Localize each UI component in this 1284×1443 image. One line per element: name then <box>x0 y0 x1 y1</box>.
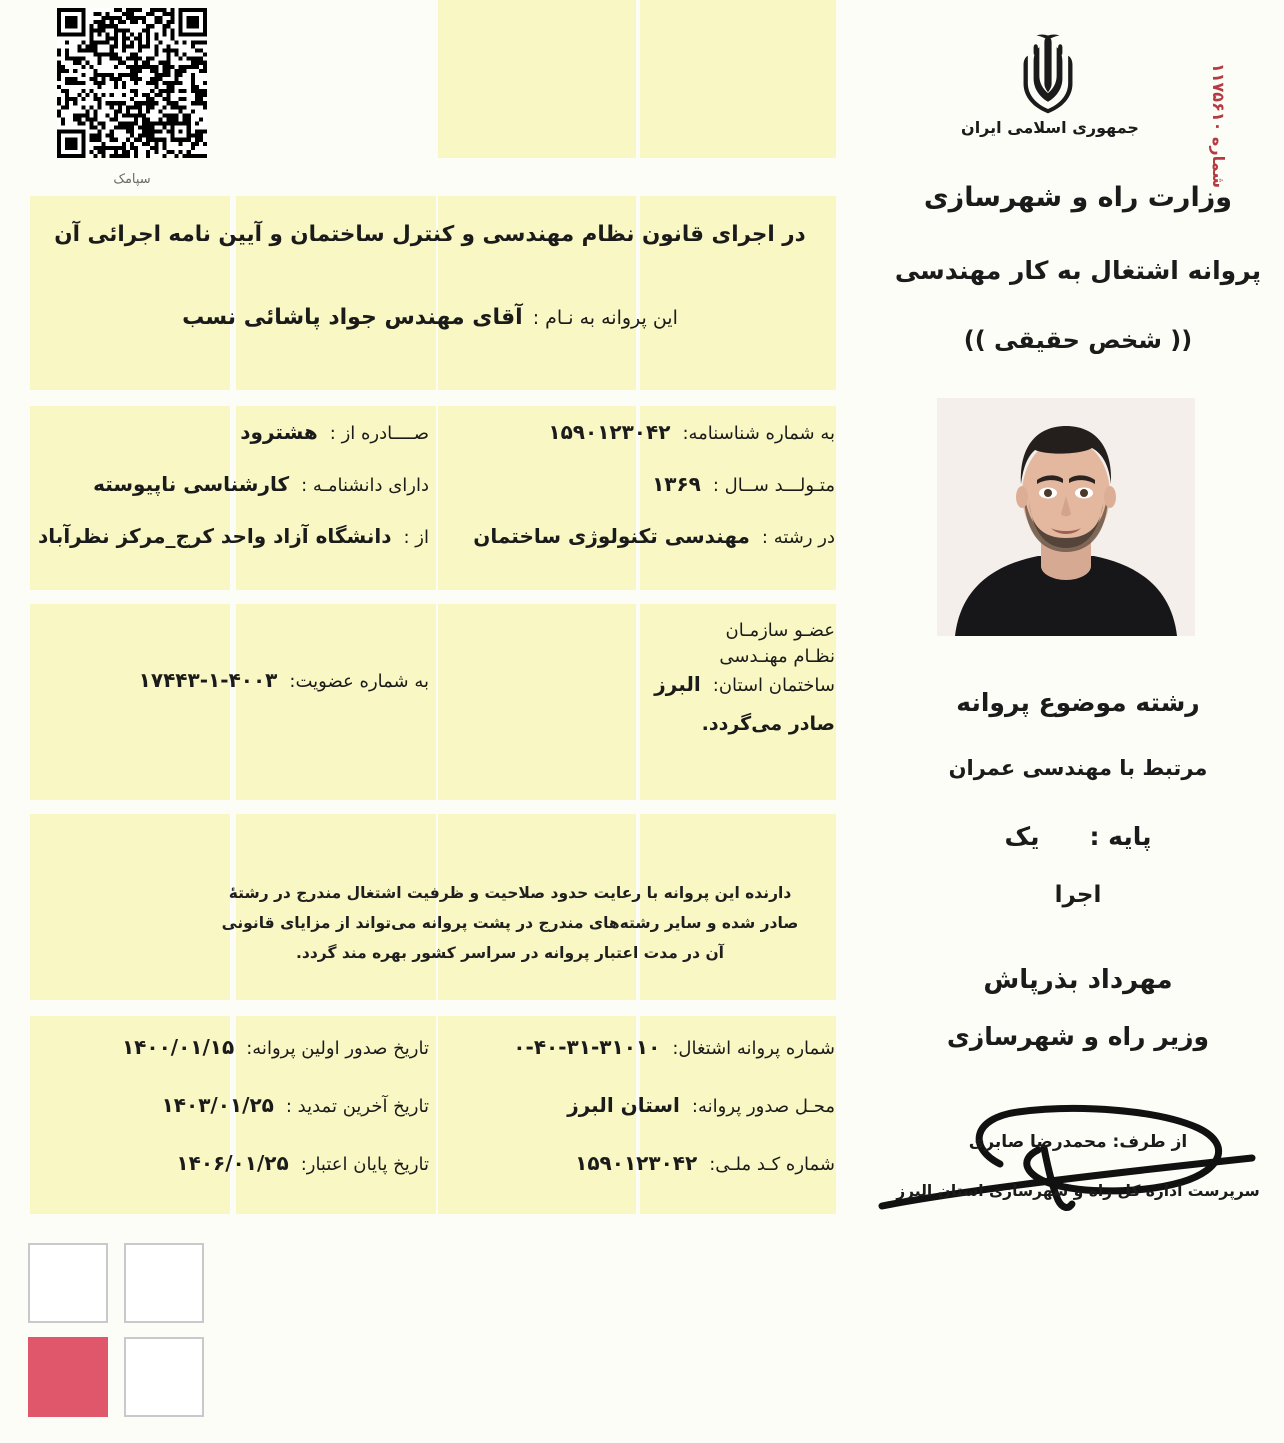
field-national-code <box>575 1151 835 1175</box>
field-issued-from <box>240 420 429 444</box>
ministry-title: وزارت راه و شهرسازی <box>923 182 1233 213</box>
document-subtitle: (( شخص حقیقی )) <box>963 326 1193 354</box>
issued-from-label: صــــادره از : <box>329 423 429 444</box>
degree-label: دارای دانشنامـه : <box>301 475 429 496</box>
membership-province-value: البرز <box>654 672 701 697</box>
watermark-cell <box>438 0 636 158</box>
document-title: پروانه اشتغال به کار مهندسی <box>894 256 1262 285</box>
signer-role: سرپرست اداره کل راه و شهرسازی استان البرز <box>896 1182 1260 1200</box>
swatch-top-right <box>124 1243 204 1323</box>
holder-photo <box>937 398 1195 636</box>
serial-number: شماره ۱۱۷۵۶۱۰ <box>1209 62 1228 188</box>
minister-role: وزیر راه و شهرسازی <box>946 1022 1210 1051</box>
watermark-cell <box>30 814 230 1000</box>
national-code-label: شماره کـد ملـی: <box>709 1154 835 1175</box>
study-field-label: در رشته : <box>761 527 835 548</box>
issued-from-value: هشترود <box>240 420 318 444</box>
swatch-top-left <box>28 1243 108 1323</box>
qr-code <box>57 8 207 158</box>
field-expiry-date <box>176 1151 429 1175</box>
watermark-cell <box>640 0 836 158</box>
qr-caption: سپامک <box>113 172 151 187</box>
first-issue-date-value: ۱۴۰۰/۰۱/۱۵ <box>121 1035 235 1059</box>
membership-province-label: ساختمان استان: <box>712 675 835 697</box>
iran-emblem-icon <box>1012 32 1084 114</box>
first-issue-date-label: تاریخ صدور اولین پروانه: <box>246 1038 429 1059</box>
field-membership-number <box>139 668 429 692</box>
expiry-date-value: ۱۴۰۶/۰۱/۲۵ <box>176 1151 289 1175</box>
membership-org-line1: عضـو سازمـان <box>725 620 835 641</box>
field-degree <box>93 472 429 496</box>
legal-paragraph: دارنده این پروانه با رعایت حدود صلاحیت و ظرفیت اشتغال مندرج در رشتهٔ صادر شده و سایر رشته‌های مندرج در پشت پروانه می‌تواند از مزایای قانونی آن در مدت اعتبار پروانه در سراسر کشور بهره مند گردد. <box>221 884 799 963</box>
field-id-number <box>548 420 835 444</box>
national-code-value: ۱۵۹۰۱۲۳۰۴۲ <box>575 1151 698 1175</box>
birth-year-label: متـولـــد ســال : <box>712 475 835 496</box>
field-university <box>38 524 429 548</box>
grade-label: پایه : <box>1089 822 1152 851</box>
membership-issue-verb: صادر می‌گردد. <box>701 713 835 736</box>
last-renewal-date-label: تاریخ آخرین تمدید : <box>285 1096 429 1117</box>
issue-place-label: محـل صدور پروانه: <box>691 1096 835 1117</box>
grade-value: یک <box>1004 822 1040 851</box>
field-first-issue-date <box>122 1035 429 1059</box>
membership-number-label: به شماره عضویت: <box>289 671 429 692</box>
license-holder-row <box>40 305 820 330</box>
law-reference-line: در اجرای قانون نظام مهندسی و کنترل ساختمان و آیین نامه اجرائی آن <box>54 222 806 247</box>
swatch-bottom-right <box>124 1337 204 1417</box>
university-label: از : <box>403 527 429 548</box>
subject-field-title: رشته موضوع پروانه <box>956 688 1200 717</box>
subject-field-value: مرتبط با مهندسی عمران <box>948 756 1208 780</box>
membership-number-value: ۴۰۰۳-۱-۱۷۴۴۳ <box>138 668 278 692</box>
qr-code-canvas <box>57 8 207 158</box>
study-field-value: مهندسی تکنولوژی ساختمان <box>473 524 750 548</box>
membership-org-block <box>654 618 835 739</box>
license-number-value: ۳۱۰۱۰-۳۱-۴۰-۰ <box>513 1035 661 1059</box>
field-last-renewal-date <box>162 1093 429 1117</box>
issue-place-value: استان البرز <box>567 1093 680 1117</box>
signed-by: از طرف: محمدرضا صابری <box>968 1132 1188 1152</box>
swatch-bottom-left <box>28 1337 108 1417</box>
expiry-date-label: تاریخ پایان اعتبار: <box>300 1154 429 1175</box>
birth-year-value: ۱۳۶۹ <box>652 472 701 496</box>
signature-mark <box>872 1090 1284 1220</box>
license-number-label: شماره پروانه اشتغال: <box>672 1038 835 1059</box>
watermark-cell <box>438 604 636 800</box>
field-license-number <box>513 1035 835 1059</box>
university-value: دانشگاه آزاد واحد کرج_مرکز نظرآباد <box>38 524 392 548</box>
minister-name: مهرداد بذرپاش <box>983 965 1173 995</box>
membership-org-line3-row <box>654 670 835 699</box>
watermark-cell <box>236 604 436 800</box>
degree-value: کارشناسی ناپیوسته <box>93 472 290 496</box>
id-number-value: ۱۵۹۰۱۲۳۰۴۲ <box>548 420 671 444</box>
last-renewal-date-value: ۱۴۰۳/۰۱/۲۵ <box>161 1093 274 1117</box>
license-holder-label: این پروانه به نـام : <box>532 307 678 329</box>
membership-org-line2: نظـام مهنـدسی <box>719 646 835 668</box>
watermark-cell <box>30 406 230 590</box>
field-study-field <box>473 524 835 548</box>
watermark-cell <box>30 604 230 800</box>
grade-row <box>872 822 1284 851</box>
field-birth-year <box>652 472 835 496</box>
service-type-value: اجرا <box>1054 882 1102 908</box>
license-holder-name: آقای مهندس جواد پاشائی نسب <box>182 305 523 330</box>
id-number-label: به شماره شناسنامه: <box>682 423 835 444</box>
country-name: جمهوری اسلامی ایران <box>961 118 1139 137</box>
field-issue-place <box>567 1093 835 1117</box>
